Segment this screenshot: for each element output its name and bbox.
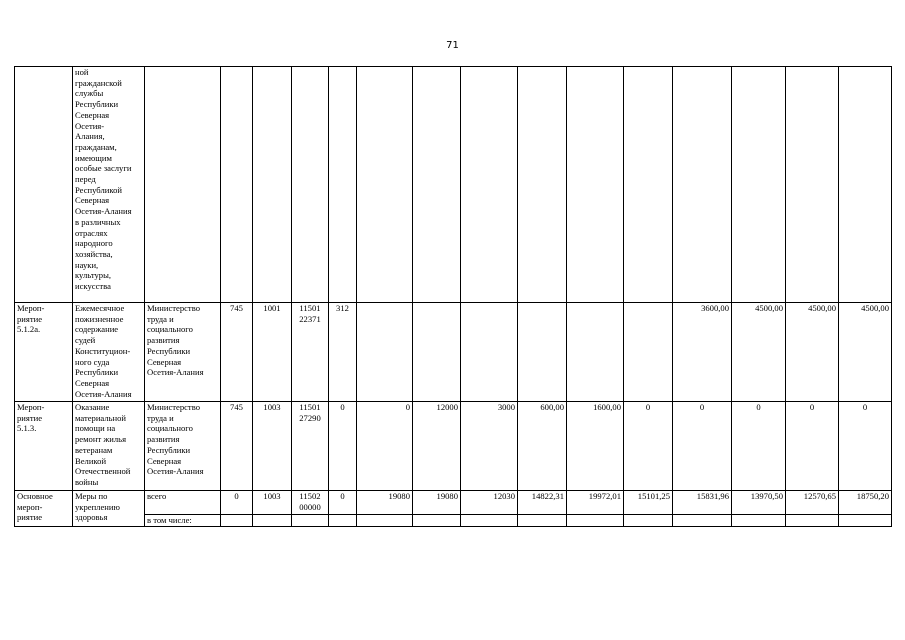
row-value: 18750,20 xyxy=(839,491,892,515)
row-value: 0 xyxy=(673,402,732,491)
row-value xyxy=(518,303,567,402)
row-rzpr: 1003 xyxy=(253,491,292,515)
row-name: Меры по укреплению здоровья xyxy=(73,491,145,527)
row-code: Мероп- риятие 5.1.3. xyxy=(15,402,73,491)
row-value: 13970,50 xyxy=(732,491,786,515)
row-value: 4500,00 xyxy=(732,303,786,402)
row-value: 0 xyxy=(786,402,839,491)
table-row xyxy=(15,303,892,402)
row-name: Оказание материальной помощи на ремонт жилья ветеранам Великой Отечественной войны xyxy=(73,402,145,491)
table-row xyxy=(15,515,892,527)
row-value: 12570,65 xyxy=(786,491,839,515)
row-csr: 11501 22371 xyxy=(292,303,329,402)
row-grbs: 0 xyxy=(221,491,253,515)
row-value: 0 xyxy=(357,402,413,491)
row-name: ной гражданской службы Республики Северная Осетия- Алания, гражданам, имеющим особые заслуги перед Республикой Северная Осетия-Алания в различных отраслях народного хозяйства, науки, культуры, искусства xyxy=(73,67,145,303)
row-name: Ежемесячное пожизненное содержание судей Конституцион- ного суда Республики Северная Осетия-Алания xyxy=(73,303,145,402)
row-value: 1600,00 xyxy=(567,402,624,491)
row-value xyxy=(357,303,413,402)
row-value: 12000 xyxy=(413,402,461,491)
row-value: 19972,01 xyxy=(567,491,624,515)
row-value: 15101,25 xyxy=(624,491,673,515)
row-value: 0 xyxy=(839,402,892,491)
row-vr: 0 xyxy=(329,402,357,491)
row-value: 0 xyxy=(624,402,673,491)
row-value: 4500,00 xyxy=(839,303,892,402)
row-rzpr: 1001 xyxy=(253,303,292,402)
row-value: 0 xyxy=(732,402,786,491)
table-row xyxy=(15,402,892,491)
row-value: 4500,00 xyxy=(786,303,839,402)
row-value xyxy=(567,303,624,402)
row-executor: Министерство труда и социального развития Республики Северная Осетия-Алания xyxy=(145,402,221,491)
row-value: 14822,31 xyxy=(518,491,567,515)
row-value xyxy=(624,303,673,402)
row-value: 15831,96 xyxy=(673,491,732,515)
row-executor: Министерство труда и социального развития Республики Северная Осетия-Алания xyxy=(145,303,221,402)
row-value xyxy=(461,303,518,402)
row-vr: 312 xyxy=(329,303,357,402)
row-rzpr: 1003 xyxy=(253,402,292,491)
row-value: 3600,00 xyxy=(673,303,732,402)
table-row xyxy=(15,491,892,515)
row-executor: всего xyxy=(145,491,221,515)
row-value: 19080 xyxy=(413,491,461,515)
row-value: 19080 xyxy=(357,491,413,515)
row-code: Основное мероп- риятие xyxy=(15,491,73,527)
budget-table xyxy=(14,66,892,527)
row-grbs: 745 xyxy=(221,303,253,402)
row-grbs: 745 xyxy=(221,402,253,491)
row-vr: 0 xyxy=(329,491,357,515)
row-csr: 11501 27290 xyxy=(292,402,329,491)
page-number: 71 xyxy=(446,40,459,51)
row-value: 600,00 xyxy=(518,402,567,491)
row-code: Мероп- риятие 5.1.2а. xyxy=(15,303,73,402)
row-value: 12030 xyxy=(461,491,518,515)
row-csr: 11502 00000 xyxy=(292,491,329,515)
row-value xyxy=(413,303,461,402)
row-executor-sub: в том числе: xyxy=(145,515,221,527)
table-row xyxy=(15,67,892,303)
row-value: 3000 xyxy=(461,402,518,491)
